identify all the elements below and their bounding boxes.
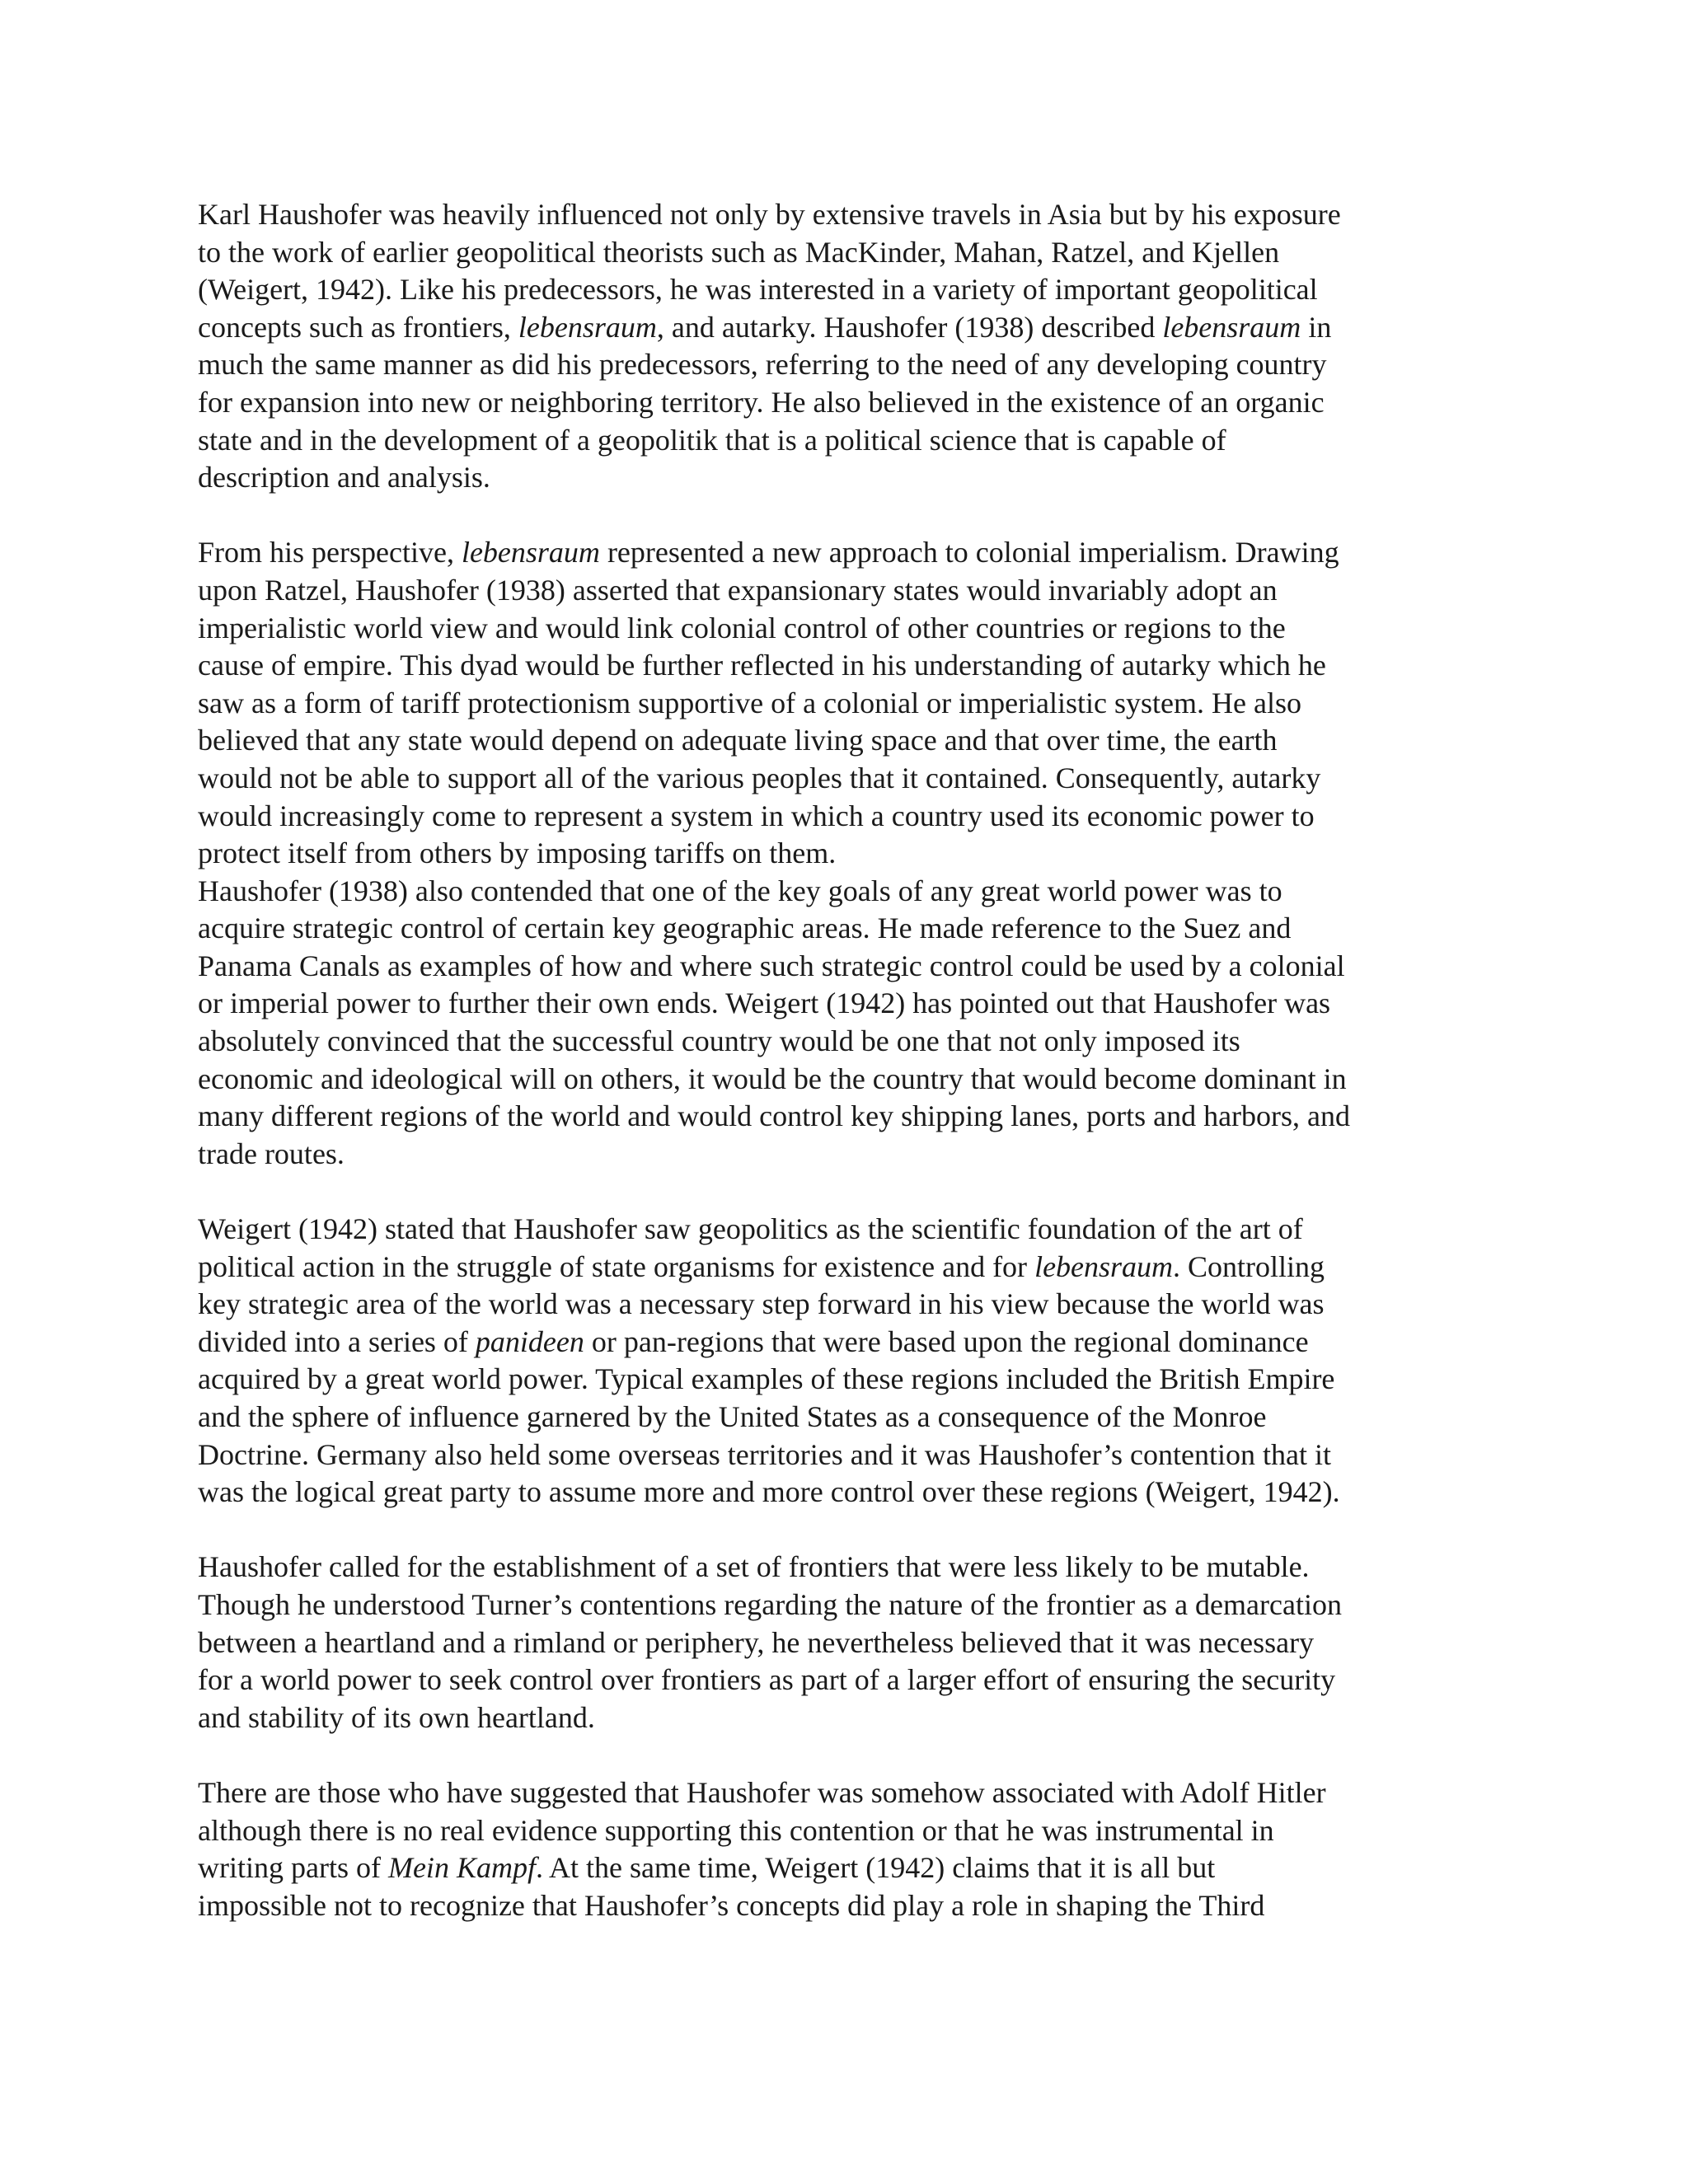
text-run: was the logical great party to assume more and more control over these regions (Weigert, 1942). xyxy=(198,1475,1340,1509)
text-run: , and autarky. Haushofer (1938) described xyxy=(656,310,1163,344)
text-run: impossible not to recognize that Haushofer’s concepts did play a role in shaping the Third xyxy=(198,1888,1265,1922)
text-line xyxy=(198,422,1484,460)
text-run: many different regions of the world and would control key shipping lanes, ports and harbors, and xyxy=(198,1099,1351,1133)
text-line xyxy=(198,1849,1484,1887)
text-run: Haushofer called for the establishment of a set of frontiers that were less likely to be mutable. xyxy=(198,1550,1310,1584)
text-line xyxy=(198,873,1484,911)
text-run: or imperial power to further their own ends. Weigert (1942) has pointed out that Haushofer was xyxy=(198,987,1331,1020)
text-run: . Controlling xyxy=(1173,1249,1325,1283)
text-run: Though he understood Turner’s contentions regarding the nature of the frontier as a demarcation xyxy=(198,1587,1342,1621)
text-line xyxy=(198,1361,1484,1399)
paragraph xyxy=(198,873,1484,1174)
text-line xyxy=(198,1098,1484,1136)
text-line xyxy=(198,1286,1484,1324)
text-line xyxy=(198,1324,1484,1361)
text-line xyxy=(198,346,1484,384)
text-run: Weigert (1942) stated that Haushofer saw geopolitics as the scientific foundation of the art of xyxy=(198,1212,1303,1246)
text-line xyxy=(198,1436,1484,1474)
italic-term: lebensraum xyxy=(518,310,657,344)
text-run: . At the same time, Weigert (1942) claims that it is all but xyxy=(535,1851,1216,1885)
text-run: and stability of its own heartland. xyxy=(198,1700,595,1734)
text-run: There are those who have suggested that Haushofer was somehow associated with Adolf Hitler xyxy=(198,1775,1326,1809)
text-run: state and in the development of a geopolitik that is a political science that is capable of xyxy=(198,423,1226,457)
text-line xyxy=(198,1661,1484,1699)
text-line xyxy=(198,610,1484,648)
text-run: (Weigert, 1942). Like his predecessors, he was interested in a variety of important geopolitical xyxy=(198,273,1318,307)
paragraph xyxy=(198,196,1484,497)
text-line xyxy=(198,309,1484,347)
paragraph xyxy=(198,1549,1484,1736)
text-line xyxy=(198,835,1484,873)
text-line xyxy=(198,1549,1484,1586)
text-run: political action in the struggle of state organisms for existence and for xyxy=(198,1249,1035,1283)
text-line xyxy=(198,1249,1484,1286)
text-line xyxy=(198,1699,1484,1737)
text-line xyxy=(198,685,1484,723)
text-run: in xyxy=(1301,310,1332,344)
text-line xyxy=(198,722,1484,760)
text-line xyxy=(198,234,1484,272)
text-line xyxy=(198,1023,1484,1061)
italic-term: Mein Kampf xyxy=(387,1851,536,1885)
text-line xyxy=(198,1887,1484,1925)
text-run: would not be able to support all of the various peoples that it contained. Consequently, autarky xyxy=(198,761,1321,794)
text-run: saw as a form of tariff protectionism supportive of a colonial or imperialistic system. He also xyxy=(198,686,1301,719)
text-run: for expansion into new or neighboring territory. He also believed in the existence of an organic xyxy=(198,385,1325,419)
text-run: to the work of earlier geopolitical theorists such as MacKinder, Mahan, Ratzel, and Kjellen xyxy=(198,235,1280,269)
text-run: Karl Haushofer was heavily influenced not only by extensive travels in Asia but by his exposure xyxy=(198,198,1341,231)
text-line xyxy=(198,1624,1484,1662)
text-run: between a heartland and a rimland or periphery, he nevertheless believed that it was necessary xyxy=(198,1625,1315,1659)
text-line xyxy=(198,196,1484,234)
text-line xyxy=(198,1812,1484,1850)
text-run: concepts such as frontiers, xyxy=(198,310,518,344)
text-line xyxy=(198,534,1484,572)
text-run: absolutely convinced that the successful country would be one that not only imposed its xyxy=(198,1024,1240,1058)
text-line xyxy=(198,572,1484,610)
text-run: believed that any state would depend on adequate living space and that over time, the earth xyxy=(198,724,1278,757)
text-run: Haushofer (1938) also contended that one of the key goals of any great world power was to xyxy=(198,874,1282,907)
text-run: would increasingly come to represent a system in which a country used its economic power to xyxy=(198,799,1315,832)
text-run: writing parts of xyxy=(198,1851,388,1885)
text-line xyxy=(198,384,1484,422)
text-run: divided into a series of xyxy=(198,1324,476,1358)
text-line xyxy=(198,985,1484,1023)
text-line xyxy=(198,1474,1484,1511)
italic-term: lebensraum xyxy=(1162,310,1301,344)
document-body xyxy=(198,196,1484,1924)
text-run: From his perspective, xyxy=(198,536,462,569)
text-line xyxy=(198,271,1484,309)
text-line xyxy=(198,798,1484,836)
text-run: imperialistic world view and would link colonial control of other countries or regions to the xyxy=(198,611,1286,644)
text-line xyxy=(198,1211,1484,1249)
text-line xyxy=(198,1586,1484,1624)
italic-term: panideen xyxy=(475,1324,584,1358)
text-line xyxy=(198,948,1484,986)
text-run: Panama Canals as examples of how and where such strategic control could be used by a colonial xyxy=(198,949,1345,982)
text-run: for a world power to seek control over frontiers as part of a larger effort of ensuring the security xyxy=(198,1663,1336,1697)
text-run: represented a new approach to colonial imperialism. Drawing xyxy=(599,536,1339,569)
text-run: protect itself from others by imposing tariffs on them. xyxy=(198,837,837,870)
text-line xyxy=(198,1399,1484,1436)
text-run: key strategic area of the world was a necessary step forward in his view because the world was xyxy=(198,1287,1325,1321)
text-line xyxy=(198,1774,1484,1812)
text-line xyxy=(198,760,1484,798)
text-run: Doctrine. Germany also held some overseas territories and it was Haushofer’s contention that it xyxy=(198,1437,1331,1471)
italic-term: lebensraum xyxy=(461,536,600,569)
text-line xyxy=(198,647,1484,685)
italic-term: lebensraum xyxy=(1034,1249,1174,1283)
text-run: trade routes. xyxy=(198,1137,345,1170)
paragraph xyxy=(198,1211,1484,1511)
text-run: and the sphere of influence garnered by the United States as a consequence of the Monroe xyxy=(198,1400,1267,1433)
text-run: economic and ideological will on others, it would be the country that would become dominant in xyxy=(198,1062,1347,1095)
text-run: much the same manner as did his predecessors, referring to the need of any developing country xyxy=(198,348,1327,382)
text-run: description and analysis. xyxy=(198,461,490,494)
paragraph xyxy=(198,534,1484,872)
text-run: although there is no real evidence supporting this contention or that he was instrumental in xyxy=(198,1813,1274,1847)
text-line xyxy=(198,1061,1484,1099)
paragraph xyxy=(198,1774,1484,1924)
text-line xyxy=(198,459,1484,497)
text-run: cause of empire. This dyad would be further reflected in his understanding of autarky which he xyxy=(198,649,1326,682)
text-run: acquire strategic control of certain key geographic areas. He made reference to the Suez and xyxy=(198,912,1292,945)
text-run: upon Ratzel, Haushofer (1938) asserted that expansionary states would invariably adopt an xyxy=(198,573,1278,607)
text-line xyxy=(198,1136,1484,1174)
text-line xyxy=(198,910,1484,948)
text-run: acquired by a great world power. Typical examples of these regions included the British Empire xyxy=(198,1362,1335,1396)
text-run: or pan-regions that were based upon the regional dominance xyxy=(584,1324,1309,1358)
